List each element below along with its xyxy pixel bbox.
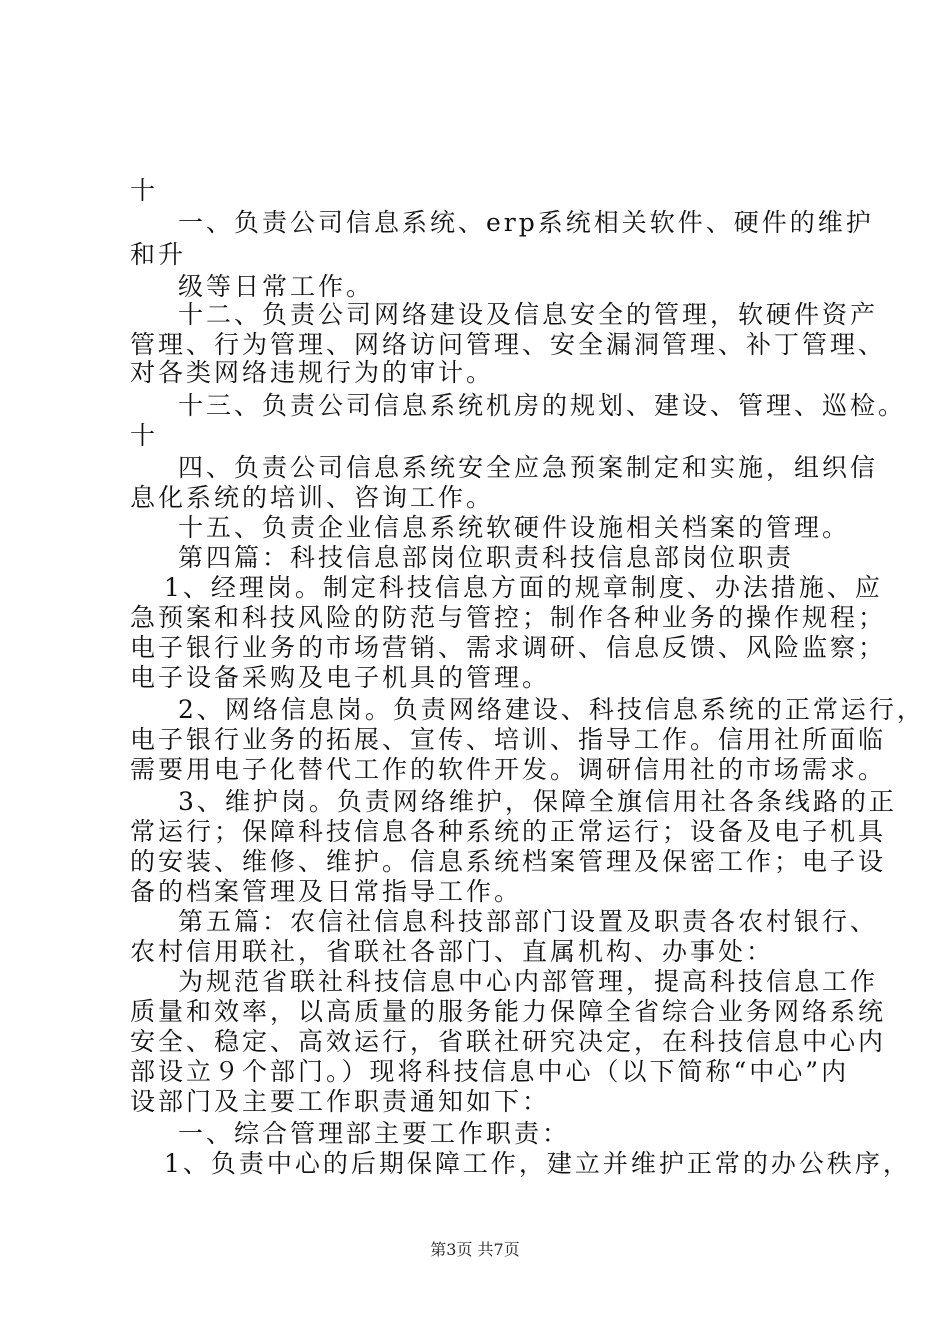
body-line: 十五、负责企业信息系统软硬件设施相关档案的管理。 [178, 513, 851, 542]
section-heading: 第五篇：农信社信息科技部部门设置及职责各农村银行、 [178, 907, 879, 936]
body-line: 四、负责公司信息系统安全应急预案制定和实施，组织信 [178, 453, 879, 482]
body-line: 2、网络信息岗。负责网络建设、科技信息系统的正常运行， [178, 695, 925, 724]
body-line: 电子银行业务的市场营销、需求调研、信息反馈、风险监察； [130, 633, 887, 662]
body-line: 需要用电子化替代工作的软件开发。调研信用社的市场需求。 [130, 755, 887, 784]
body-line: 息化系统的培训、咨询工作。 [130, 483, 495, 512]
body-line: 级等日常工作。 [178, 272, 375, 301]
body-line: 为规范省联社科技信息中心内部管理，提高科技信息工作 [178, 967, 879, 996]
body-line: 急预案和科技风险的防范与管控；制作各种业务的操作规程； [130, 603, 887, 632]
body-line: 常运行；保障科技信息各种系统的正常运行；设备及电子机具 [130, 817, 887, 846]
body-line: 1、经理岗。制定科技信息方面的规章制度、办法措施、应 [164, 573, 883, 602]
body-line: 一、综合管理部主要工作职责： [178, 1119, 571, 1148]
body-line: 十二、负责公司网络建设及信息安全的管理，软硬件资产 [178, 300, 879, 329]
body-line: 的安装、维修、维护。信息系统档案管理及保密工作；电子设 [130, 847, 887, 876]
body-line: 一、负责公司信息系统、erp系统相关软件、硬件的维护 [178, 208, 874, 237]
page-number-footer: 第3页 共7页 [430, 1240, 520, 1259]
body-line: 3、维护岗。负责网络维护，保障全旗信用社各条线路的正 [178, 787, 897, 816]
body-line: 农村信用联社，省联社各部门、直属机构、办事处： [130, 937, 775, 966]
section-heading: 第四篇：科技信息部岗位职责科技信息部岗位职责 [178, 543, 795, 572]
body-line: 设部门及主要工作职责通知如下： [130, 1087, 551, 1116]
body-line: 安全、稳定、高效运行，省联社研究决定，在科技信息中心内 [130, 1027, 887, 1056]
body-line: 十三、负责公司信息系统机房的规划、建设、管理、巡检。 [178, 391, 907, 420]
body-line: 部设立９个部门。）现将科技信息中心（以下简称“中心”内 [130, 1057, 850, 1086]
body-line: 十 [130, 421, 159, 450]
body-line: 对各类网络违规行为的审计。 [130, 358, 495, 387]
body-line: 质量和效率，以高质量的服务能力保障全省综合业务网络系统 [130, 997, 887, 1026]
body-line: 备的档案管理及日常指导工作。 [130, 877, 523, 906]
body-line: 管理、行为管理、网络访问管理、安全漏洞管理、补丁管理、 [130, 330, 887, 359]
body-line: 电子设备采购及电子机具的管理。 [130, 663, 551, 692]
body-line: 电子银行业务的拓展、宣传、培训、指导工作。信用社所面临 [130, 725, 887, 754]
body-line: 1、负责中心的后期保障工作，建立并维护正常的办公秩序， [164, 1149, 911, 1178]
body-line: 十 [130, 176, 159, 205]
body-line: 和升 [130, 240, 187, 269]
